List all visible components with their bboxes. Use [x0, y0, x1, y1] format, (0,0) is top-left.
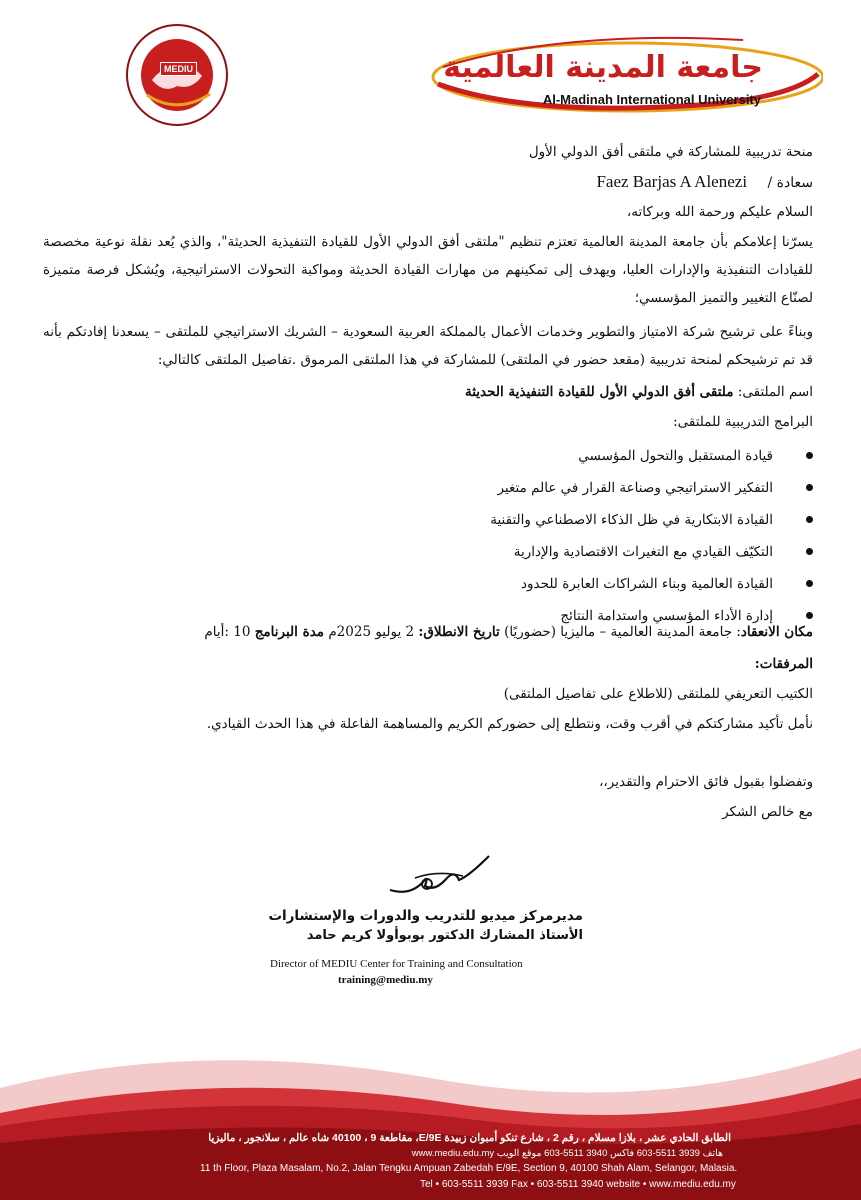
list-item: القيادة العالمية وبناء الشراكات العابرة للحدود [490, 568, 813, 600]
closing-thanks: مع خالص الشكر [722, 804, 813, 820]
venue-label: مكان الانعقاد [740, 624, 813, 640]
footer-address-ar: الطابق الحادي عشر ، بلازا مسلام ، رقم 2 ، شارع تنكو أمبوان زبيدة E/9E، مقاطعة 9 ، 40100 شاه عالم ، سلانجور ، ماليزيا [208, 1132, 731, 1144]
list-item: القيادة الابتكارية في ظل الذكاء الاصطناعي والتقنية [490, 504, 813, 536]
university-name-en: Al-Madinah International University [542, 92, 761, 107]
start-value: 2 يوليو 2025م [328, 624, 415, 640]
handwritten-signature-icon [385, 852, 495, 902]
attachments-label: المرفقات: [754, 656, 813, 672]
greeting: السلام عليكم ورحمة الله وبركاته، [626, 204, 813, 220]
venue-row [204, 624, 813, 640]
signatory-title-ar: مديرمركز ميديو للتدريب والدورات والإستشارات [268, 908, 583, 924]
paragraph-intro: يسرّنا إعلامكم بأن جامعة المدينة العالمية تعتزم تنظيم "ملتقى أفق الدولي الأول للقيادة التنفيذية الحديثة"، والذي يُعد نقلة نوعية مخصصة للقيادات التنفيذية والإدارات العليا، ويهدف إلى تمكينهم من مهارات القيادة الحديثة ومواكبة التحولات الاستراتيجية، ويُشكل فرصة متميزة لصنّاع التغيير والتميز المؤسسي؛ [43, 234, 813, 306]
programs-label: البرامج التدريبية للملتقى: [673, 414, 813, 430]
bullet-icon [806, 484, 813, 491]
closing-regards: وتفضلوا بقبول فائق الاحترام والتقدير،، [599, 774, 813, 790]
duration-label: مدة البرنامج [254, 624, 325, 640]
mediu-center-seal [122, 20, 232, 130]
start-label: تاريخ الانطلاق: [418, 624, 500, 640]
signature-block [268, 908, 583, 943]
salutation-prefix: سعادة / [767, 175, 813, 191]
bullet-icon [806, 612, 813, 619]
list-item: التكيّف القيادي مع التغيرات الاقتصادية والإدارية [490, 536, 813, 568]
duration-value: 10 :أيام [204, 624, 251, 640]
recipient-name: Faez Barjas A Alenezi [596, 172, 748, 191]
seal-label: MEDIU [160, 62, 197, 76]
footer-address-en: 11 th Floor, Plaza Masalam, No.2, Jalan Tengku Ampuan Zabedah E/9E, Section 9, 40100 Shah Alam, Selangor, Malasia. [200, 1163, 738, 1174]
signatory-title-en: Director of MEDIU Center for Training and Consultation [270, 958, 523, 970]
paragraph-nomination: وبناءً على ترشيح شركة الامتياز والتطوير وخدمات الأعمال بالمملكة العربية السعودية – الشريك الاستراتيجي للملتقى – يسعدنا إفادتكم بأنه قد تم ترشيحكم لمنحة تدريبية (مقعد حضور في الملتقى) للمشاركة في هذا الملتقى المرموق .تفاصيل الملتقى كالتالي: [43, 324, 813, 368]
forum-row [465, 384, 813, 400]
bullet-icon [806, 580, 813, 587]
list-item: التفكير الاستراتيجي وصناعة القرار في عالم متغير [490, 472, 813, 504]
forum-label: اسم الملتقى: [737, 384, 813, 400]
venue-value: : جامعة المدينة العالمية – ماليزيا (حضوريًا) [504, 624, 741, 640]
recipient-row [596, 172, 813, 192]
programs-list [490, 440, 813, 632]
bullet-icon [806, 516, 813, 523]
university-logo [413, 22, 823, 122]
attachment-item: الكتيب التعريفي للملتقى (للاطلاع على تفاصيل الملتقى) [503, 686, 813, 702]
footer-contact-en: Tel • 603-5511 3939 Fax • 603-5511 3940 website • www.mediu.edu.my [420, 1179, 736, 1190]
bullet-icon [806, 548, 813, 555]
footer-contact-ar: هاتف 3939 5511-603 فاكس 3940 5511-603 موقع الويب www.mediu.edu.my [411, 1148, 723, 1159]
signatory-name-ar: الأستاذ المشارك الدكتور بوبوأولا كريم حامد [306, 928, 583, 943]
signatory-email: training@mediu.my [338, 974, 433, 986]
bullet-icon [806, 452, 813, 459]
closing-request: نأمل تأكيد مشاركتكم في أقرب وقت، ونتطلع إلى حضوركم الكريم والمساهمة الفاعلة في هذا الحدث القيادي. [206, 716, 813, 732]
list-item: قيادة المستقبل والتحول المؤسسي [490, 440, 813, 472]
university-name-ar: جامعة المدينة العالمية [443, 50, 763, 85]
forum-name: ملتقى أفق الدولي الأول للقيادة التنفيذية الحديثة [464, 384, 734, 400]
list-item: إدارة الأداء المؤسسي واستدامة النتائج [490, 600, 813, 632]
letter-subject: منحة تدريبية للمشاركة في ملتقى أفق الدولي الأول [528, 144, 813, 160]
